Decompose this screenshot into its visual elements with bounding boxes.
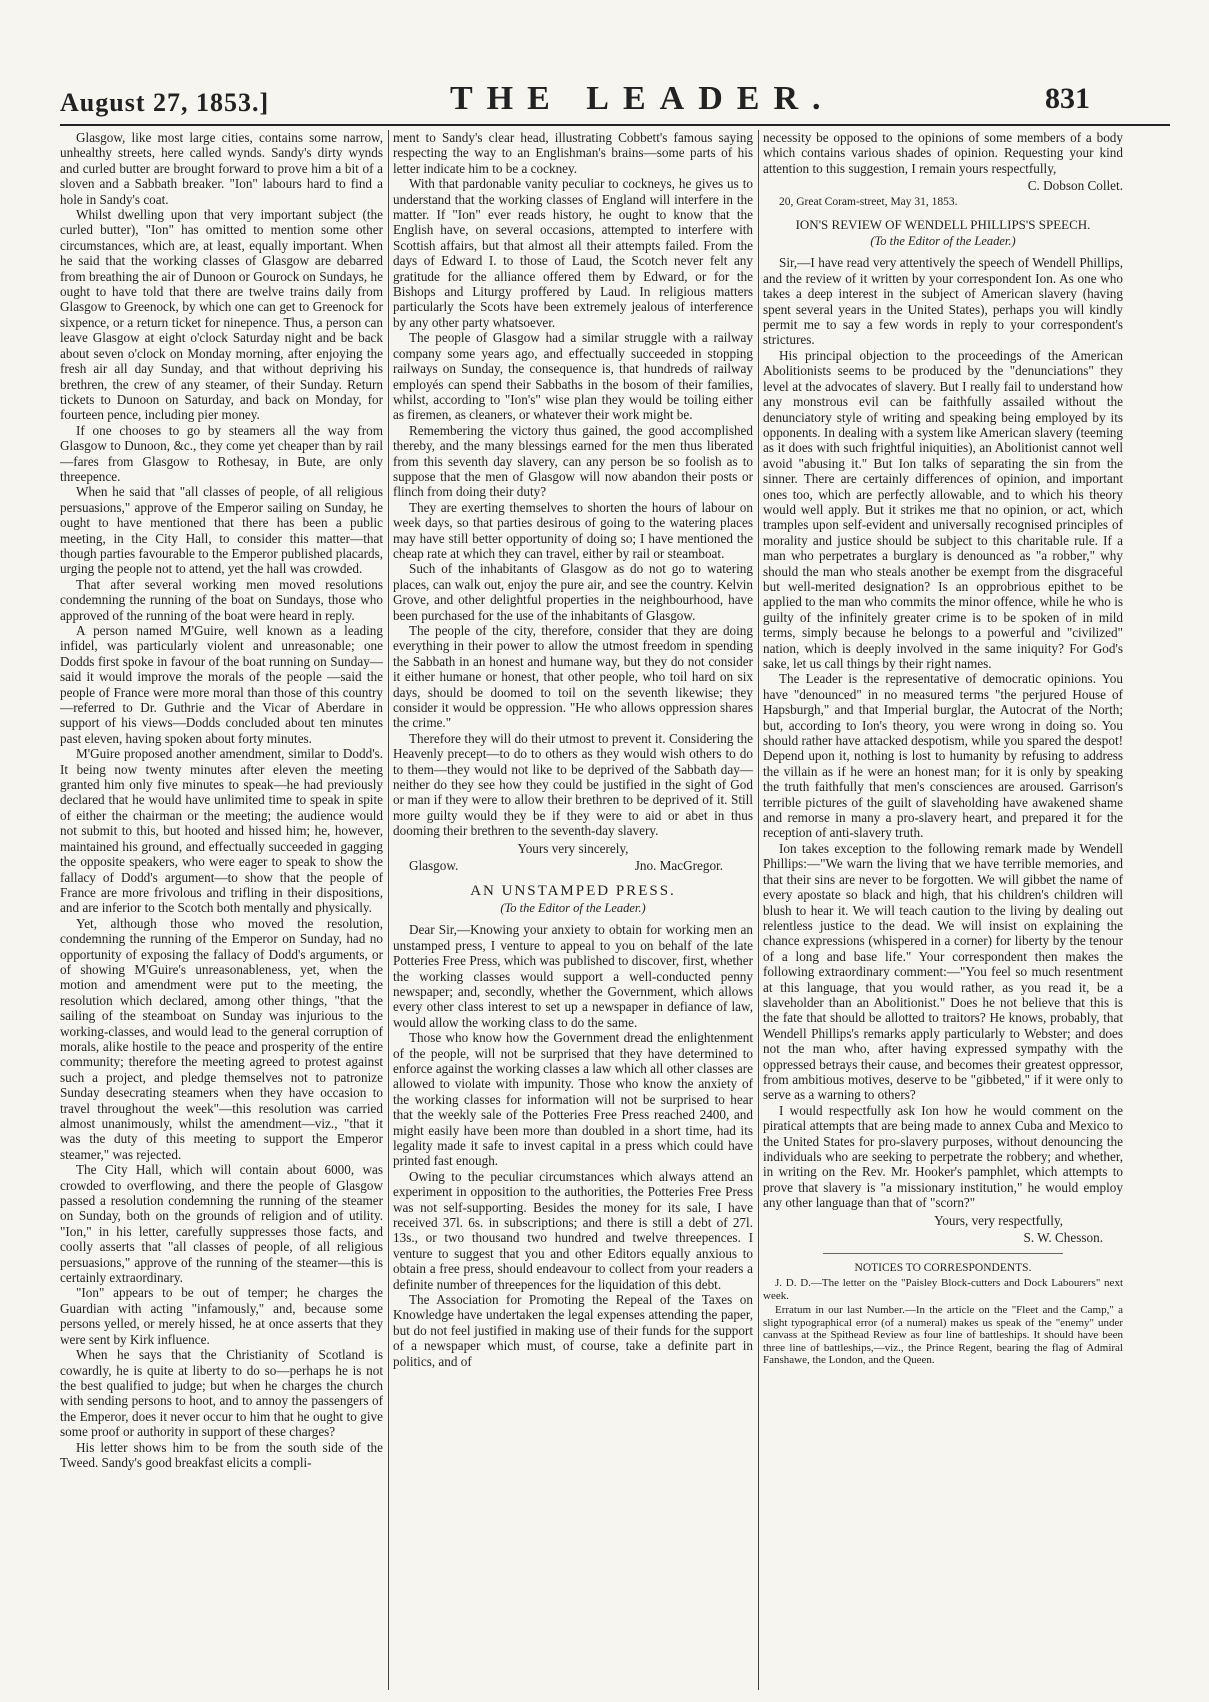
newspaper-title: THE LEADER.	[450, 80, 835, 117]
notices-heading: NOTICES TO CORRESPONDENTS.	[854, 1262, 1032, 1275]
article-heading: AN UNSTAMPED PRESS.	[470, 882, 676, 899]
paragraph: M'Guire proposed another amendment, similar to Dodd's. It being now twenty minutes after eleven the meeting granted him only five minutes to speak—he had previously declared that he would have unlimited time to speak in spite of either the chairman or the meeting; the audience would not submit to this, but hooted and hissed him; he, however, maintained his ground, and effectually succeeded in gagging the opposite speakers, who were eager to speak to show the fallacy of Dodd's argument—to show that the people of France are more frivolous and trifling in their dispositions, and are inferior to the Scotch both mentally and physically.	[60, 746, 383, 916]
paragraph: The people of the city, therefore, consider that they are doing everything in their power to allow the utmost freedom in spending the Sabbath in an honest and humane way, but they do not consider it either humane or honest, that other people, who toil hard on six days, should be doomed to toil on the seventh likewise; they consider it would be oppression. "He who allows oppression shares the crime."	[393, 623, 753, 731]
paragraph: A person named M'Guire, well known as a leading infidel, was particularly violent and unreasonable; one Dodds first spoke in favour of the boat running on Sunday—said it would improve the morals of the people —said the people of France were more moral than those of this country—referred to Dr. Guthrie and the Vicar of Aberdare in support of his views—Dodds concluded about ten minutes past eleven, having spoken about forty minutes.	[60, 623, 383, 746]
signature-name: S. W. Chesson.	[1023, 1230, 1103, 1246]
paragraph: The Leader is the representative of democratic opinions. You have "denounced" in no measured terms "the perjured House of Hapsburgh," and that Imperial burglar, the Autocrat of the North; but, according to Ion's theory, you were wrong in doing so. You should rather have attacked despotism, while you spared the despot! Depend upon it, nothing is lost to humanity by refusing to address the villain as if he were an honest man; for it is only by speaking the truth faithfully that men's consciences are aroused. Garrison's terrible pictures of the guilt of slaveholding have awakened shame and remorse in many a pro-slavery heart, and prepared it for the reception of anti-slavery truth.	[763, 671, 1123, 841]
letter-closing: Yours very sincerely,	[517, 840, 629, 856]
signature-place: Glasgow.	[409, 858, 459, 874]
paragraph: Owing to the peculiar circumstances which always attend an experiment in opposition to the authorities, the Potteries Free Press was not self-supporting. Besides the money for its sale, I have received 37l. 6s. in subscriptions; and there is still a debt of 27l. 13s., or two thousand two hundred and twelve threepences. I venture to suggest that you and other Editors equally anxious to obtain a free press, should endeavour to collect from your readers a definite number of threepences for the liquidation of this debt.	[393, 1168, 753, 1292]
column-1	[60, 130, 383, 1690]
paragraph: That after several working men moved resolutions condemning the running of the boat on Sundays, those who approved of the running of the boat were heard in reply.	[60, 576, 383, 623]
paragraph: Remembering the victory thus gained, the good accomplished thereby, and the many blessings earned for the men thus liberated from this seventh day slavery, can any person be so foolish as to suppose that the men of Glasgow will now abandon their posts or flinch from doing their duty?	[393, 422, 753, 500]
paragraph: Sir,—I have read very attentively the speech of Wendell Phillips, and the review of it written by your correspondent Ion. As one who takes a deep interest in the subject of American slavery (having spent several years in the United States), perhaps you will kindly permit me to say a few words in reply to your correspondent's strictures.	[763, 255, 1123, 348]
article-heading: ION'S REVIEW OF WENDELL PHILLIPS'S SPEECH.	[795, 216, 1091, 232]
paragraph: With that pardonable vanity peculiar to cockneys, he gives us to understand that the working classes of England will interfere in the matter. If "Ion" ever reads history, he ought to know that the English have, on several occasions, attempted to interfere with Scottish affairs, but that almost all their attempts failed. From the days of Edward I. to those of Laud, the Scotch never felt any gratitude for the alliance offered them by Edward, or for the Bishops and Liturgy proffered by Laud. In religious matters particularly the Scots have been extremely jealous of interference by any other party whatsoever.	[393, 176, 753, 330]
paragraph: When he says that the Christianity of Scotland is cowardly, he is quite at liberty to do so—perhaps he is not the best qualified to judge; but when he charges the church with sending persons to hoot, and to annoy the passengers of the Emperor, does it never occur to him that he ought to give some proof or authority in support of these charges?	[60, 1347, 383, 1440]
paragraph: Whilst dwelling upon that very important subject (the curled butter), "Ion" has omitted to mention some other circumstances, which are, at least, equally important. When he said that the working classes of Glasgow are debarred from breathing the air of Dunoon or Gourock on Sundays, he ought to have told that there are twelve trains daily from Glasgow to Greenock, by which one can get to Greenock for sixpence, or a return ticket for ninepence. Thus, a person can leave Glasgow at eight o'clock Saturday night and be back about seven o'clock on Monday morning, after enjoying the fresh air all day Sunday, and that without depriving his brethren, the crew of any steamer, of their Sunday. Return tickets to Dunoon on Saturday, and back on Monday, for fourteen pence, including pier money.	[60, 207, 383, 423]
column-divider	[388, 130, 389, 1690]
notice-item: J. D. D.—The letter on the "Paisley Block-cutters and Dock Labourers" next week.	[763, 1277, 1123, 1302]
article-subheading: (To the Editor of the Leader.)	[870, 234, 1016, 249]
letter-closing: Yours, very respectfully,	[934, 1212, 1063, 1228]
letter-signature	[393, 858, 753, 873]
paragraph: Such of the inhabitants of Glasgow as do not go to watering places, can walk out, enjoy the pure air, and see the country. Kelvin Grove, and other delightful properties in the neighbourhood, have been purchased for the use of the inhabitants of Glasgow.	[393, 561, 753, 623]
paragraph: Yet, although those who moved the resolution, condemning the running of the Emperor on Sunday, had no opportunity of exposing the fallacy of Dodd's arguments, or of showing M'Guire's unreasonableness, yet, when the motion and amendment were put to the meeting, the resolution which declared, among other things, "that the sailing of the steamboat on Sunday was injurious to the working-classes, and would lead to the general corruption of morals, alike hostile to the peace and prosperity of the entire community; therefore the meeting agreed to protest against such a project, and pledge themselves not to patronize Sunday desecrating steamers when they have occasion to travel throughout the week"—this resolution was carried almost unanimously, whilst the amendment—viz., "that it was the duty of this meeting to support the Emperor steamer," was rejected.	[60, 915, 383, 1162]
paragraph: necessity be opposed to the opinions of some members of a body which contains various shades of opinion. Requesting your kind attention to this suggestion, I remain yours respectfully,	[763, 130, 1123, 176]
paragraph: ment to Sandy's clear head, illustrating Cobbett's famous saying respecting the way to an Englishman's brains—some parts of his letter indicate him to be a cockney.	[393, 130, 753, 176]
notices-list	[763, 1277, 1123, 1367]
paragraph: Those who know how the Government dread the enlightenment of the people, will not be surprised that they have determined to enforce against the working classes a law which all other classes are allowed to violate with impunity. Those who know the anxiety of the working classes for information will not be surprised to hear that the weekly sale of the Potteries Free Press reached 2400, and might easily have been more than doubled in a short time, had its legality made it safe to invest capital in a press which could have printed fast enough.	[393, 1030, 753, 1169]
paragraph: Glasgow, like most large cities, contains some narrow, unhealthy streets, here called wynds. Sandy's dirty wynds and curled butter are brought forward to prove him a bit of a sloven and a Sabbath breaker. "Ion" labours hard to find a hole in Sandy's coat.	[60, 130, 383, 207]
masthead	[0, 0, 1209, 130]
masthead-rule	[60, 124, 1170, 126]
article-subheading: (To the Editor of the Leader.)	[500, 900, 646, 915]
issue-date: August 27, 1853.]	[60, 88, 270, 117]
page-number: 831	[1045, 82, 1090, 115]
paragraph: Ion takes exception to the following remark made by Wendell Phillips:—"We warn the living that we have terrible memories, and that their sins are never to be forgotten. We will gibbet the name of every apostate so black and high, that his children's children will blush to hear it. We will teach caution to the living by dealing out relentless justice to the dead. We will insist on explaining the chance expressions (whispered in a corner) for liberty by the tenour of a long and base life." Your correspondent then makes the following extraordinary comment:—"You feel so much resentment at this language, that you would rather, as you read it, be a slaveholder than an Abolitionist." Does he not believe that this is the fate that should be allotted to traitors? He knows, probably, that Wendell Phillips's remarks apply particularly to Webster; and does not the man who, after having expressed sympathy with the oppressed betrays their cause, and becomes their greatest oppressor, from ambitious motives, deserve to be "gibbeted," if it were only to serve as a warning to others?	[763, 840, 1123, 1103]
paragraph: "Ion" appears to be out of temper; he charges the Guardian with acting "infamously," and, because some persons yelled, or merely hissed, he at once asserts that they were sent by Kirk influence.	[60, 1285, 383, 1347]
paragraph: Therefore they will do their utmost to prevent it. Considering the Heavenly precept—to do to others as they would wish others to do to them—they would not like to be deprived of the Sabbath day—neither do they see how they could be justified in the sight of God or man if they were to allow their brethren to be deprived of it. Still more guilty would they be if they were to aid or abet in thus dooming their brethren to the seventh-day slavery.	[393, 730, 753, 839]
paragraph: Dear Sir,—Knowing your anxiety to obtain for working men an unstamped press, I venture to appeal to you on behalf of the late Potteries Free Press, which was published to discover, first, whether the working classes would support a well-conducted penny newspaper; and, secondly, whether the Government, which allows every other class interest to set up a newspaper in defiance of law, would allow the working class to do the same.	[393, 922, 753, 1030]
paragraph: The Association for Promoting the Repeal of the Taxes on Knowledge have undertaken the legal expenses attending the paper, but do not feel justified in making use of their funds for the support of a newspaper which must, of course, take a definite part in politics, and of	[393, 1292, 753, 1369]
paragraph: The City Hall, which will contain about 6000, was crowded to overflowing, and there the people of Glasgow passed a resolution condemning the running of the steamer on Sunday, both on the grounds of religion and of utility. "Ion," in his letter, carefully suppresses those facts, and coolly asserts that "all classes of people, of all religious persuasions," approve of the running of the steamer—this is certainly extraordinary.	[60, 1162, 383, 1286]
column-3	[763, 130, 1123, 1690]
signature-address: 20, Great Coram-street, May 31, 1853.	[779, 195, 958, 208]
signature-name: Jno. MacGregor.	[634, 858, 723, 874]
column-divider	[758, 130, 759, 1690]
paragraph: If one chooses to go by steamers all the way from Glasgow to Dunoon, &c., they come yet cheaper than by rail—fares from Glasgow to Rothesay, in Bute, are only threepence.	[60, 422, 383, 484]
column-2	[393, 130, 753, 1690]
paragraph: I would respectfully ask Ion how he would comment on the piratical attempts that are being made to annex Cuba and Mexico to the United States for pro-slavery purposes, without denouncing the individuals who are seeking to perpetrate the robbery; and whether, in writing on the Rev. Mr. Hooker's pamphlet, which attempts to prove that slavery is "a missionary institution," he would employ any other language than that of "scorn?"	[763, 1102, 1123, 1211]
paragraph: When he said that "all classes of people, of all religious persuasions," approve of the Emperor sailing on Sunday, he ought to have mentioned that there has been a public meeting, in the City Hall, to consider this matter—that though parties favourable to the Emperor published placards, urging the people not to attend, yet the hall was crowded.	[60, 484, 383, 577]
paragraph: They are exerting themselves to shorten the hours of labour on week days, so that parties desirous of going to the watering places may have still better opportunity of doing so; I have mentioned the cheap rate at which they can travel, either by rail or steamboat.	[393, 499, 753, 561]
paragraph: His principal objection to the proceedings of the American Abolitionists seems to be produced by the "denunciations" they level at the advocates of slavery. But I really fail to understand how any monstrous evil can be faithfully assailed without the denunciatory style of writing and speaking being employed by its opponents. In dealing with a system like American slavery (teeming as it does with such frightful iniquities), an Abolitionist cannot well avoid "abusing it." But Ion talks of separating the sin from the sinner. There are certainly differences of opinion, and important ones too, which are perfectly allowable, and to which his theory would well apply. But it strikes me that no opinion, or act, which tramples upon self-evident and universally recognised principles of morality and justice should be subject to this charitable rule. If a man who perpetrates a burglary is denounced as "a robber," why should the man who steals another be exempt from the disgraceful but well-merited designation? Is an opprobrious epithet to be applied to the man who commits the minor offence, while he who is guilty of the infinitely greater crime is to be spoken of in mild terms, simply because he belongs to a powerful and "civilized" nation, which is deeply involved in the same iniquity? For God's sake, let us call things by their right names.	[763, 347, 1123, 671]
paragraph: His letter shows him to be from the south side of the Tweed. Sandy's good breakfast elicits a compli-	[60, 1439, 383, 1470]
paragraph: The people of Glasgow had a similar struggle with a railway company some years ago, and effectually succeeded in stopping railways on Sunday, the consequence is, that hundreds of railway employés can spend their Sabbaths in the bosom of their families, whilst, according to "Ion's" wise plan they would be toiling either as firemen, as cleaners, or whatever their work might be.	[393, 330, 753, 423]
signature-name: C. Dobson Collet.	[1027, 178, 1123, 194]
section-divider	[823, 1253, 1063, 1254]
notice-item: Erratum in our last Number.—In the article on the "Fleet and the Camp," a slight typographical error (of a numeral) makes us speak of the "enemy" under canvass at the Spithead Review as four line of battleships. It should have been three line of battleships,—viz., the Prince Regent, bearing the flag of Admiral Fanshawe, the London, and the Queen.	[763, 1304, 1123, 1367]
